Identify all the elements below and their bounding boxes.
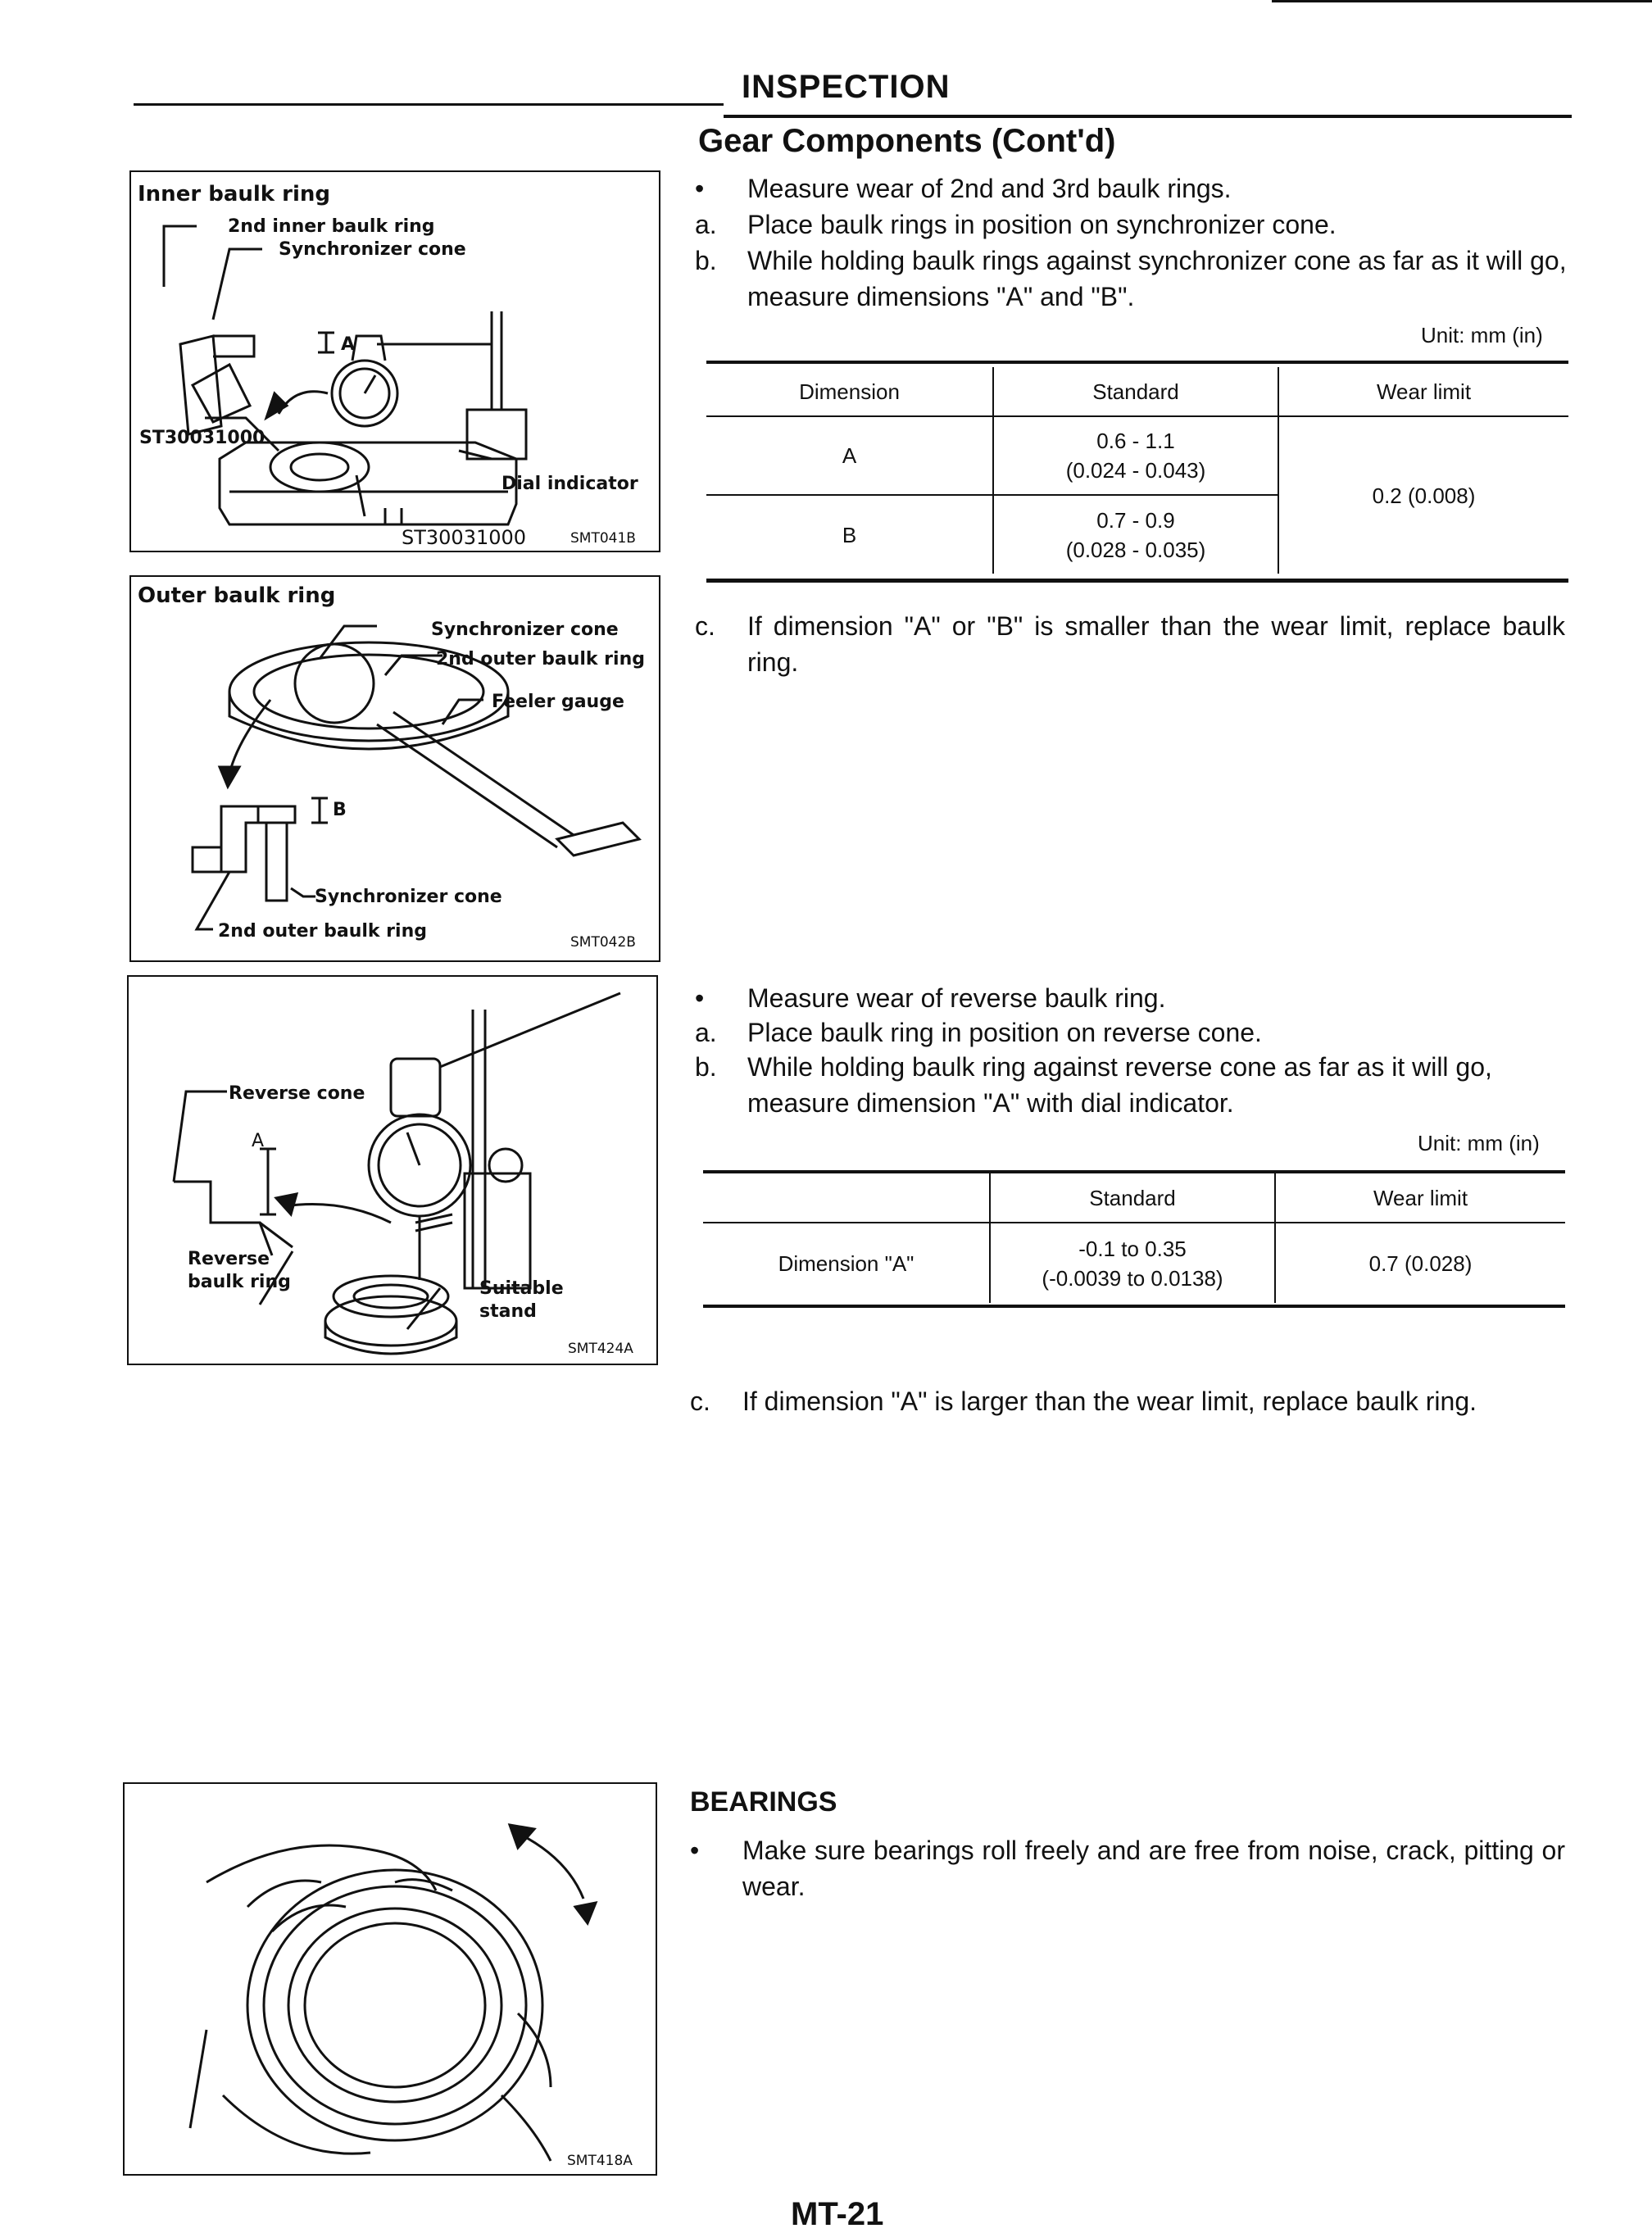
table-cell-dimension: A bbox=[842, 443, 857, 468]
figure-label: B bbox=[333, 800, 347, 820]
figure-label: Synchronizer cone bbox=[431, 620, 619, 640]
figure-label: A bbox=[341, 334, 356, 355]
table2-bottom-rule bbox=[703, 1305, 1565, 1308]
figure-code: SMT418A bbox=[567, 2153, 633, 2169]
rotation-arrow bbox=[518, 1833, 583, 1899]
reverse-step-b: b. While holding baulk ring against reverse cone as far as it will go, measure dimension "A" with dial indicator. bbox=[695, 1052, 1492, 1118]
direction-arrow bbox=[229, 700, 270, 774]
section-title: INSPECTION bbox=[742, 69, 951, 105]
hand-upper bbox=[206, 1845, 436, 1890]
reverse-baulk-ring-illustration bbox=[129, 977, 656, 1364]
figure-label: ST30031000 bbox=[402, 526, 527, 549]
figure-label: Dial indicator bbox=[502, 474, 638, 494]
bearing-outer-race bbox=[247, 1870, 542, 2140]
table-header: Standard bbox=[990, 1173, 1275, 1223]
unit-label: Unit: mm (in) bbox=[1418, 1131, 1540, 1155]
table1-bottom-rule bbox=[706, 579, 1568, 583]
figure-label: Synchronizer cone bbox=[315, 887, 502, 907]
bearings-title: BEARINGS bbox=[690, 1786, 837, 1818]
page-subtitle: Gear Components (Cont'd) bbox=[698, 123, 1116, 159]
table-cell-standard: 0.6 - 1.1 (0.024 - 0.043) bbox=[993, 416, 1278, 495]
table-cell-dimension: B bbox=[706, 495, 993, 574]
figure-reverse-baulk-ring bbox=[127, 975, 658, 1365]
figure-label: A bbox=[252, 1131, 265, 1151]
figure-label: Suitable bbox=[479, 1278, 564, 1299]
figure-inner-baulk-ring bbox=[129, 170, 660, 552]
table-cell-wear-limit: 0.7 (0.028) bbox=[1275, 1223, 1565, 1303]
reverse-step-c: c. If dimension "A" is larger than the wear limit, replace baulk ring. bbox=[690, 1387, 1477, 1416]
table-cell-standard: -0.1 to 0.35 (-0.0039 to 0.0138) bbox=[990, 1223, 1275, 1303]
table-cell-standard: 0.7 - 0.9 (0.028 - 0.035) bbox=[993, 495, 1278, 574]
rotation-arrow bbox=[279, 392, 328, 414]
table-reverse-dimension bbox=[703, 1173, 1565, 1303]
figure-code: SMT041B bbox=[570, 530, 636, 547]
figure-code: SMT042B bbox=[570, 934, 636, 951]
figure-label: baulk ring bbox=[188, 1272, 291, 1292]
bearing-illustration bbox=[125, 1784, 656, 2174]
indicator-arm bbox=[440, 993, 620, 1067]
bearings-step: • Make sure bearings roll freely and are free from noise, crack, pitting or wear. bbox=[690, 1836, 1565, 1901]
figure-title: Outer baulk ring bbox=[138, 583, 336, 608]
gear-step-bullet: • Measure wear of 2nd and 3rd baulk rings. bbox=[695, 174, 1232, 203]
figure-outer-baulk-ring bbox=[129, 575, 660, 962]
figure-title: Inner baulk ring bbox=[138, 182, 330, 207]
figure-label: Reverse bbox=[188, 1249, 270, 1269]
reverse-step-a: a. Place baulk ring in position on reverse cone. bbox=[695, 1018, 1262, 1047]
table-header: Wear limit bbox=[1278, 367, 1568, 416]
table-header: Wear limit bbox=[1275, 1173, 1565, 1223]
figure-label: 2nd outer baulk ring bbox=[436, 649, 645, 669]
figure-label: Synchronizer cone bbox=[279, 239, 466, 260]
feeler-gauge bbox=[377, 712, 574, 847]
gear-step-a: a. Place baulk rings in position on synchronizer cone. bbox=[695, 210, 1337, 239]
table-cell-wear-limit: 0.2 (0.008) bbox=[1278, 416, 1568, 574]
figure-label: 2nd outer baulk ring bbox=[218, 921, 427, 942]
figure-label: ST30031000 bbox=[139, 428, 266, 448]
gear-step-b: b. While holding baulk rings against synchronizer cone as far as it will go, measure dimensions "A" and "B". bbox=[695, 246, 1567, 311]
table-header: Dimension bbox=[706, 367, 993, 416]
table-cell-dimension: Dimension "A" bbox=[778, 1250, 914, 1276]
figure-label: stand bbox=[479, 1301, 537, 1322]
reverse-step-bullet: • Measure wear of reverse baulk ring. bbox=[695, 983, 1166, 1013]
table-header: Standard bbox=[993, 367, 1278, 416]
table-header bbox=[703, 1173, 990, 1223]
header-rule-right bbox=[724, 115, 1572, 118]
figure-label: Feeler gauge bbox=[492, 692, 624, 712]
page-number: MT-21 bbox=[791, 2196, 884, 2232]
table-baulk-dimensions bbox=[706, 367, 1568, 574]
figure-label: 2nd inner baulk ring bbox=[228, 216, 435, 237]
table1-top-rule bbox=[706, 361, 1568, 364]
figure-code: SMT424A bbox=[568, 1341, 633, 1357]
unit-label: Unit: mm (in) bbox=[1421, 323, 1543, 347]
top-right-rule bbox=[1272, 0, 1652, 2]
rotation-arrow bbox=[284, 1205, 391, 1223]
hand-lower bbox=[223, 2095, 370, 2154]
figure-label: Reverse cone bbox=[229, 1083, 365, 1104]
figure-bearing-check bbox=[123, 1782, 657, 2176]
gear-step-c: c. If dimension "A" or "B" is smaller than the wear limit, replace baulk ring. bbox=[695, 611, 1565, 677]
header-rule-left bbox=[134, 103, 724, 106]
